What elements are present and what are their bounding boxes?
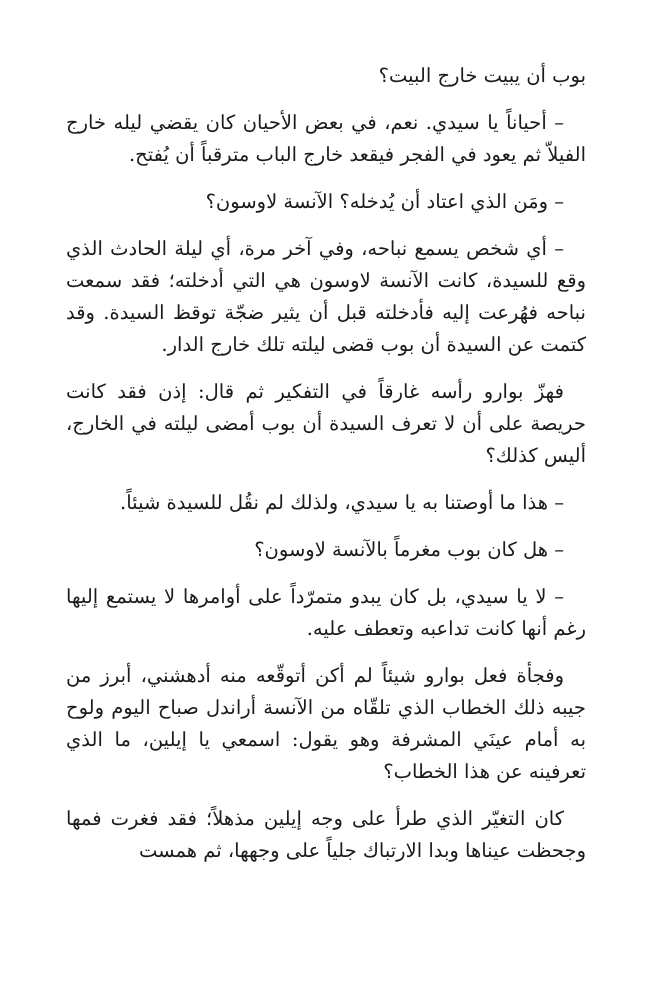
paragraph: – هل كان بوب مغرماً بالآنسة لاوسون؟	[254, 538, 564, 561]
paragraph: كان التغيّر الذي طرأ على وجه إيلين مذهلاً؛ فقد فغرت فمها وجحظت عيناها وبدا الارتباك جلياً على وجهها، ثم همست	[66, 807, 586, 862]
paragraph: بوب أن يبيت خارج البيت؟	[378, 64, 586, 87]
paragraph: وفجأة فعل بوارو شيئاً لم أكن أتوقّعه منه أدهشني، أبرز من جيبه ذلك الخطاب الذي تلقّاه من الآنسة أراندل صباح اليوم ولوح به أمام عينَي المشرفة وهو يقول: اسمعي يا إيلين، ما الذي تعرفينه عن هذا الخطاب؟	[66, 664, 586, 783]
paragraph: فهزّ بوارو رأسه غارقاً في التفكير ثم قال: إذن فقد كانت حريصة على أن لا تعرف السيدة أن بوب أمضى ليلته في الخارج، أليس كذلك؟	[66, 380, 586, 467]
paragraph: – أحياناً يا سيدي. نعم، في بعض الأحيان كان يقضي ليله خارج الفيلاّ ثم يعود في الفجر فيقعد خارج الباب مترقباً أن يُفتح.	[66, 111, 586, 166]
book-page	[66, 60, 586, 882]
paragraph: – ومَن الذي اعتاد أن يُدخله؟ الآنسة لاوسون؟	[205, 190, 564, 213]
paragraph: – لا يا سيدي، بل كان يبدو متمرّداً على أوامرها لا يستمع إليها رغم أنها كانت تداعبه وتعطف عليه.	[66, 585, 586, 640]
paragraph: – هذا ما أوصتنا به يا سيدي، ولذلك لم نقُل للسيدة شيئاً.	[120, 491, 564, 514]
paragraph: – أي شخص يسمع نباحه، وفي آخر مرة، أي ليلة الحادث الذي وقع للسيدة، كانت الآنسة لاوسون هي التي أدخلته؛ فقد سمعت نباحه فهُرعت إليه فأدخلته قبل أن يثير ضجّة توقظ السيدة. وقد كتمت عن السيدة أن بوب قضى ليلته تلك خارج الدار.	[66, 237, 586, 356]
